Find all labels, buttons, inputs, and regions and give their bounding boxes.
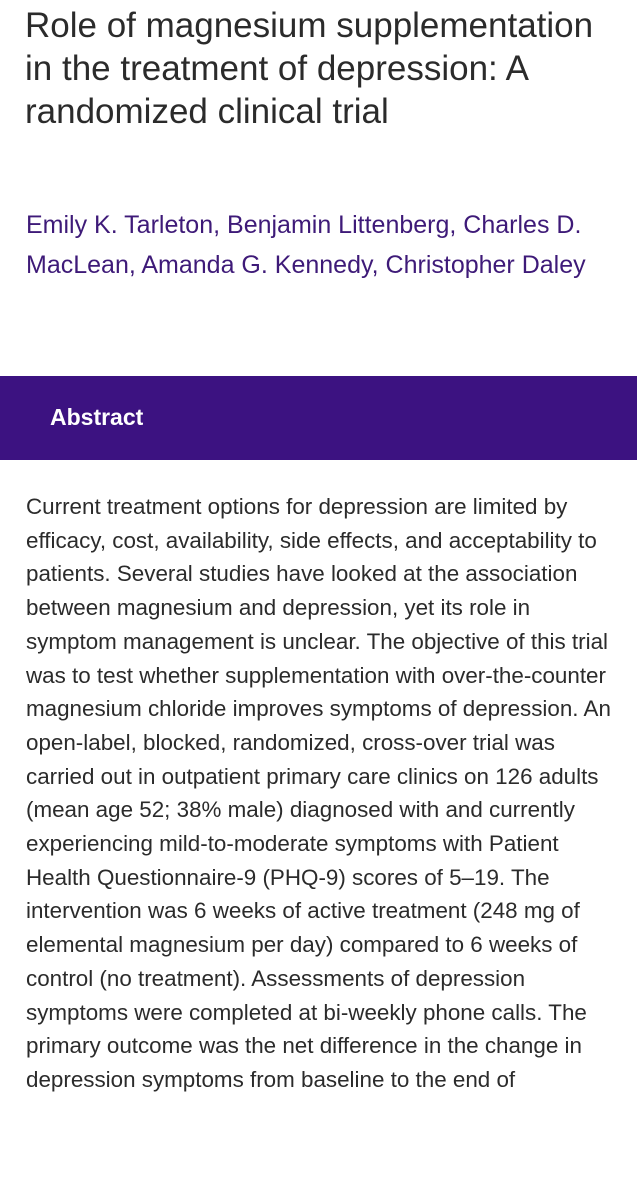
author-link[interactable]: Christopher Daley	[385, 250, 586, 279]
article-title: Role of magnesium supplementation in the treatment of depression: A randomized clinical trial	[25, 6, 594, 131]
author-separator: ,	[213, 211, 228, 239]
abstract-body: Current treatment options for depression are limited by efficacy, cost, availability, side effects, and acceptability to patients. Several studies have looked at the association between magnesium and depression, yet its role in symptom management is unclear. The objective of this trial was to test whether supplementation with over-the-counter magnesium chloride improves symptoms of depression. An open-label, blocked, randomized, cross-over trial was carried out in outpatient primary care clinics on 126 adults (mean age 52; 38% male) diagnosed with and currently experiencing mild-to-moderate symptoms with Patient Health Questionnaire-9 (PHQ-9) scores of 5–19. The intervention was 6 weeks of active treatment (248 mg of elemental magnesium per day) compared to 6 weeks of control (no treatment). Assessments of depression symptoms were completed at bi-weekly phone calls. The primary outcome was the net difference in the change in depression symptoms from baseline to the end of	[26, 494, 611, 1092]
abstract-section-header[interactable]	[0, 376, 637, 460]
author-separator: ,	[371, 250, 386, 279]
author-link[interactable]: Benjamin Littenberg	[227, 211, 450, 239]
author-separator: ,	[449, 211, 464, 239]
author-list	[26, 206, 626, 285]
author-separator: ,	[128, 250, 142, 279]
author-link[interactable]: Charles D. MacLean	[26, 211, 582, 279]
author-link[interactable]: Emily K. Tarleton	[26, 211, 214, 239]
author-link[interactable]: Amanda G. Kennedy	[141, 250, 372, 279]
abstract-heading: Abstract	[50, 404, 144, 430]
